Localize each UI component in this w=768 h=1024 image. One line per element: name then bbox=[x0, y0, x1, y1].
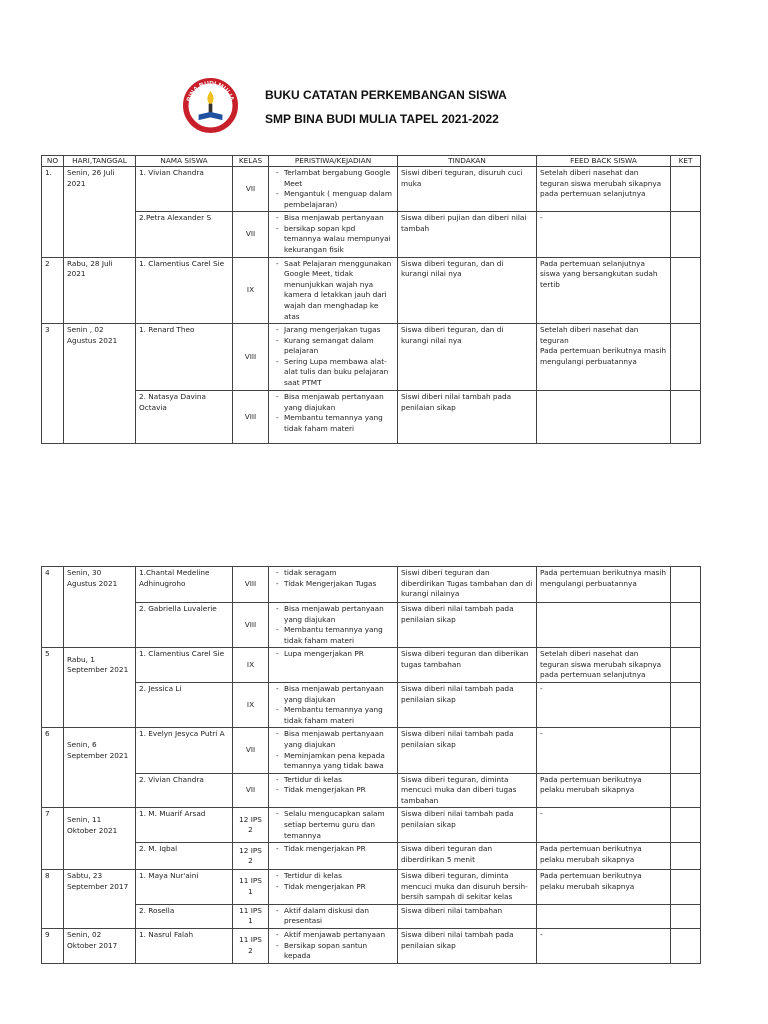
event-list bbox=[269, 603, 398, 648]
student-feedback bbox=[537, 904, 671, 928]
row-date: Sabtu, 23 September 2017 bbox=[64, 870, 136, 905]
event-item: - Bisa menjawab pertanyaan yang diajukan bbox=[284, 729, 394, 750]
document-title: BUKU CATATAN PERKEMBANGAN SISWA bbox=[265, 88, 507, 102]
table-row bbox=[42, 808, 701, 843]
table-row bbox=[42, 773, 701, 808]
event-item: - Tertidur di kelas bbox=[284, 871, 394, 882]
student-feedback: Setelah diberi nasehat dan teguran Pada pertemuan berikutnya masih mengulangi perbuatannya bbox=[537, 324, 671, 391]
row-number: 6 bbox=[42, 728, 64, 773]
event-item: - Mengantuk ( menguap dalam pembelajaran) bbox=[284, 189, 394, 210]
event-item: - Aktif dalam diskusi dan presentasi bbox=[284, 906, 394, 927]
event-list bbox=[269, 167, 398, 212]
table-row bbox=[42, 929, 701, 964]
event-list bbox=[269, 870, 398, 905]
row-date bbox=[64, 212, 136, 257]
event-item: - Bisa menjawab pertanyaan yang diajukan bbox=[284, 392, 394, 413]
table-row bbox=[42, 391, 701, 444]
student-feedback: Pada pertemuan berikutnya pelaku merubah sikapnya bbox=[537, 773, 671, 808]
remarks bbox=[671, 904, 701, 928]
row-date bbox=[64, 773, 136, 808]
student-class: 11 IPS 2 bbox=[233, 929, 269, 964]
student-class: VIII bbox=[233, 391, 269, 444]
column-header: FEED BACK SISWA bbox=[537, 156, 671, 167]
event-item: - Membantu temannya yang tidak faham materi bbox=[284, 413, 394, 434]
event-list bbox=[269, 728, 398, 773]
remarks bbox=[671, 929, 701, 964]
table-row bbox=[42, 603, 701, 648]
action-taken: Siswi diberi nilai tambah pada penilaian sikap bbox=[398, 391, 537, 444]
row-date: Senin, 6 September 2021 bbox=[64, 728, 136, 773]
column-header: NAMA SISWA bbox=[136, 156, 233, 167]
student-name: 2. Gabriella Luvalerie bbox=[136, 603, 233, 648]
event-item: - Bisa menjawab pertanyaan yang diajukan bbox=[284, 684, 394, 705]
table-row bbox=[42, 683, 701, 728]
action-taken: Siswa diberi teguran dan diberdirikan 5 menit bbox=[398, 843, 537, 870]
student-feedback: Pada pertemuan berikutnya pelaku merubah sikapnya bbox=[537, 843, 671, 870]
row-date: Senin, 26 Juli 2021 bbox=[64, 167, 136, 212]
row-date bbox=[64, 683, 136, 728]
row-number: 3 bbox=[42, 324, 64, 391]
event-list bbox=[269, 904, 398, 928]
event-item: - Bisa menjawab pertanyaan bbox=[284, 213, 394, 224]
student-name: 1.Chantal Medeline Adhinugroho bbox=[136, 567, 233, 603]
student-feedback: Pada pertemuan berikutnya masih mengulangi perbuatannya bbox=[537, 567, 671, 603]
remarks bbox=[671, 603, 701, 648]
row-number bbox=[42, 683, 64, 728]
action-taken: Siswa diberi teguran, diminta mencuci muka dan diberi tugas tambahan bbox=[398, 773, 537, 808]
event-list bbox=[269, 843, 398, 870]
remarks bbox=[671, 324, 701, 391]
student-feedback: - bbox=[537, 683, 671, 728]
event-item: - Sering Lupa membawa alat-alat tulis dan buku pelajaran saat PTMT bbox=[284, 357, 394, 389]
action-taken: Siswi diberi teguran dan diberdirikan Tugas tambahan dan di kurangi nilainya bbox=[398, 567, 537, 603]
action-taken: Siswa diberi teguran, diminta mencuci muka dan disuruh bersih-bersih sampah di sekitar kelas bbox=[398, 870, 537, 905]
table-row bbox=[42, 843, 701, 870]
event-item: - Tidak Mengerjakan Tugas bbox=[284, 579, 394, 590]
event-list bbox=[269, 808, 398, 843]
row-number: 8 bbox=[42, 870, 64, 905]
table-row bbox=[42, 728, 701, 773]
student-class: VIII bbox=[233, 324, 269, 391]
row-number: 5 bbox=[42, 648, 64, 683]
student-class: 11 IPS 1 bbox=[233, 870, 269, 905]
event-item: - Meminjamkan pena kepada temannya yang tidak bawa bbox=[284, 751, 394, 772]
event-item: - Membantu temannya yang tidak faham materi bbox=[284, 705, 394, 726]
student-name: 1. M. Muarif Arsad bbox=[136, 808, 233, 843]
student-feedback: Pada pertemuan berikutnya pelaku merubah sikapnya bbox=[537, 870, 671, 905]
student-name: 1. Clamentius Carel Sie bbox=[136, 648, 233, 683]
student-name: 1. Renard Theo bbox=[136, 324, 233, 391]
student-name: 2. Rosella bbox=[136, 904, 233, 928]
event-item: - Tidak mengerjakan PR bbox=[284, 882, 394, 893]
event-list bbox=[269, 257, 398, 323]
student-class: VII bbox=[233, 728, 269, 773]
action-taken: Siswa diberi nilai tambah pada penilaian sikap bbox=[398, 808, 537, 843]
event-item: - bersikap sopan kpd temannya walau mempunyai kekurangan fisik bbox=[284, 224, 394, 256]
table-row bbox=[42, 324, 701, 391]
row-number: 7 bbox=[42, 808, 64, 843]
row-number: 4 bbox=[42, 567, 64, 603]
event-item: - Aktif menjawab pertanyaan bbox=[284, 930, 394, 941]
row-number bbox=[42, 843, 64, 870]
student-class: 12 IPS 2 bbox=[233, 808, 269, 843]
event-list bbox=[269, 567, 398, 603]
remarks bbox=[671, 870, 701, 905]
row-date: Senin, 02 Oktober 2017 bbox=[64, 929, 136, 964]
student-class: 11 IPS 1 bbox=[233, 904, 269, 928]
student-class: VII bbox=[233, 773, 269, 808]
remarks bbox=[671, 257, 701, 323]
school-logo bbox=[183, 78, 238, 133]
table-row bbox=[42, 648, 701, 683]
student-class: VII bbox=[233, 167, 269, 212]
remarks bbox=[671, 728, 701, 773]
table-row bbox=[42, 904, 701, 928]
event-item: - Lupa mengerjakan PR bbox=[284, 649, 394, 660]
event-list bbox=[269, 324, 398, 391]
student-name: 2. Jessica Li bbox=[136, 683, 233, 728]
row-date: Senin, 30 Agustus 2021 bbox=[64, 567, 136, 603]
student-name: 2. Vivian Chandra bbox=[136, 773, 233, 808]
action-taken: Siswa diberi nilai tambah pada penilaian sikap bbox=[398, 683, 537, 728]
action-taken: Siswi diberi teguran, disuruh cuci muka bbox=[398, 167, 537, 212]
event-item: - Bersikap sopan santun kepada bbox=[284, 941, 394, 962]
action-taken: Siswa diberi teguran, dan di kurangi nilai nya bbox=[398, 324, 537, 391]
table-row bbox=[42, 212, 701, 257]
row-number: 2 bbox=[42, 257, 64, 323]
table-row bbox=[42, 167, 701, 212]
event-item: - Membantu temannya yang tidak faham materi bbox=[284, 625, 394, 646]
event-item: - tidak seragam bbox=[284, 568, 394, 579]
event-list bbox=[269, 773, 398, 808]
row-number bbox=[42, 603, 64, 648]
row-number bbox=[42, 773, 64, 808]
row-number: 9 bbox=[42, 929, 64, 964]
student-feedback: - bbox=[537, 728, 671, 773]
student-feedback bbox=[537, 603, 671, 648]
student-name: 1. Maya Nur'aini bbox=[136, 870, 233, 905]
remarks bbox=[671, 843, 701, 870]
student-class: 12 IPS 2 bbox=[233, 843, 269, 870]
student-feedback: Setelah diberi nasehat dan teguran siswa merubah sikapnya pada pertemuan selanjutnya bbox=[537, 648, 671, 683]
action-taken: Siswa diberi nilai tambah pada penilaian sikap bbox=[398, 728, 537, 773]
event-list bbox=[269, 929, 398, 964]
student-feedback: Setelah diberi nasehat dan teguran siswa merubah sikapnya pada pertemuan selanjutnya bbox=[537, 167, 671, 212]
logo-ring-text: BINA BUDI MULIA bbox=[185, 80, 236, 103]
column-header: PERISTIWA/KEJADIAN bbox=[269, 156, 398, 167]
student-name: 1. Vivian Chandra bbox=[136, 167, 233, 212]
remarks bbox=[671, 808, 701, 843]
row-date bbox=[64, 603, 136, 648]
student-name: 1. Clamentius Carel Sie bbox=[136, 257, 233, 323]
student-class: VII bbox=[233, 212, 269, 257]
action-taken: Siswa diberi nilai tambahan bbox=[398, 904, 537, 928]
student-name: 2. Natasya Davina Octavia bbox=[136, 391, 233, 444]
event-list bbox=[269, 683, 398, 728]
action-taken: Siswa diberi teguran, dan di kurangi nilai nya bbox=[398, 257, 537, 323]
student-record-table-page1 bbox=[41, 155, 701, 444]
remarks bbox=[671, 212, 701, 257]
table-row bbox=[42, 567, 701, 603]
event-list bbox=[269, 391, 398, 444]
action-taken: Siswa diberi nilai tambah pada penilaian sikap bbox=[398, 603, 537, 648]
student-class: VIII bbox=[233, 567, 269, 603]
student-feedback bbox=[537, 391, 671, 444]
row-number bbox=[42, 904, 64, 928]
remarks bbox=[671, 683, 701, 728]
column-header: KELAS bbox=[233, 156, 269, 167]
event-item: - Tertidur di kelas bbox=[284, 775, 394, 786]
row-date bbox=[64, 904, 136, 928]
remarks bbox=[671, 391, 701, 444]
student-class: IX bbox=[233, 257, 269, 323]
student-name: 1. Evelyn Jesyca Putri A bbox=[136, 728, 233, 773]
student-name: 2. M. Iqbal bbox=[136, 843, 233, 870]
event-list bbox=[269, 648, 398, 683]
table-header bbox=[42, 156, 701, 167]
event-item: - Selalu mengucapkan salam setiap bertemu guru dan temannya bbox=[284, 809, 394, 841]
event-item: - Jarang mengerjakan tugas bbox=[284, 325, 394, 336]
student-feedback: - bbox=[537, 808, 671, 843]
remarks bbox=[671, 773, 701, 808]
row-number bbox=[42, 391, 64, 444]
event-item: - Saat Pelajaran menggunakan Google Meet, tidak menunjukkan wajah nya kamera d letakkan jauh dari wajah dan menghadap ke atas bbox=[284, 259, 394, 322]
event-item: - Terlambat bergabung Google Meet bbox=[284, 168, 394, 189]
table-row bbox=[42, 257, 701, 323]
action-taken: Siswa diberi teguran dan diberikan tugas tambahan bbox=[398, 648, 537, 683]
student-name: 1. Nasrul Falah bbox=[136, 929, 233, 964]
action-taken: Siswa diberi nilai tambah pada penilaian sikap bbox=[398, 929, 537, 964]
student-feedback: - bbox=[537, 929, 671, 964]
row-date: Senin, 11 Oktober 2021 bbox=[64, 808, 136, 843]
row-date: Senin , 02 Agustus 2021 bbox=[64, 324, 136, 391]
remarks bbox=[671, 648, 701, 683]
event-list bbox=[269, 212, 398, 257]
row-date bbox=[64, 843, 136, 870]
column-header: TINDAKAN bbox=[398, 156, 537, 167]
table-row bbox=[42, 870, 701, 905]
event-item: - Tidak mengerjakan PR bbox=[284, 785, 394, 796]
student-name: 2.Petra Alexander S bbox=[136, 212, 233, 257]
column-header: NO bbox=[42, 156, 64, 167]
document-subtitle: SMP BINA BUDI MULIA TAPEL 2021-2022 bbox=[265, 112, 499, 126]
column-header: HARI,TANGGAL bbox=[64, 156, 136, 167]
row-number bbox=[42, 212, 64, 257]
remarks bbox=[671, 167, 701, 212]
student-feedback: - bbox=[537, 212, 671, 257]
event-item: - Tidak mengerjakan PR bbox=[284, 844, 394, 855]
action-taken: Siswa diberi pujian dan diberi nilai tambah bbox=[398, 212, 537, 257]
row-date bbox=[64, 391, 136, 444]
row-date: Rabu, 1 September 2021 bbox=[64, 648, 136, 683]
row-number: 1. bbox=[42, 167, 64, 212]
student-class: IX bbox=[233, 683, 269, 728]
row-date: Rabu, 28 Juli 2021 bbox=[64, 257, 136, 323]
event-item: - Bisa menjawab pertanyaan yang diajukan bbox=[284, 604, 394, 625]
student-class: VIII bbox=[233, 603, 269, 648]
student-record-table-page2 bbox=[41, 566, 701, 964]
remarks bbox=[671, 567, 701, 603]
student-feedback: Pada pertemuan selanjutnya siswa yang bersangkutan sudah tertib bbox=[537, 257, 671, 323]
student-class: IX bbox=[233, 648, 269, 683]
event-item: - Kurang semangat dalam pelajaran bbox=[284, 336, 394, 357]
column-header: KET bbox=[671, 156, 701, 167]
